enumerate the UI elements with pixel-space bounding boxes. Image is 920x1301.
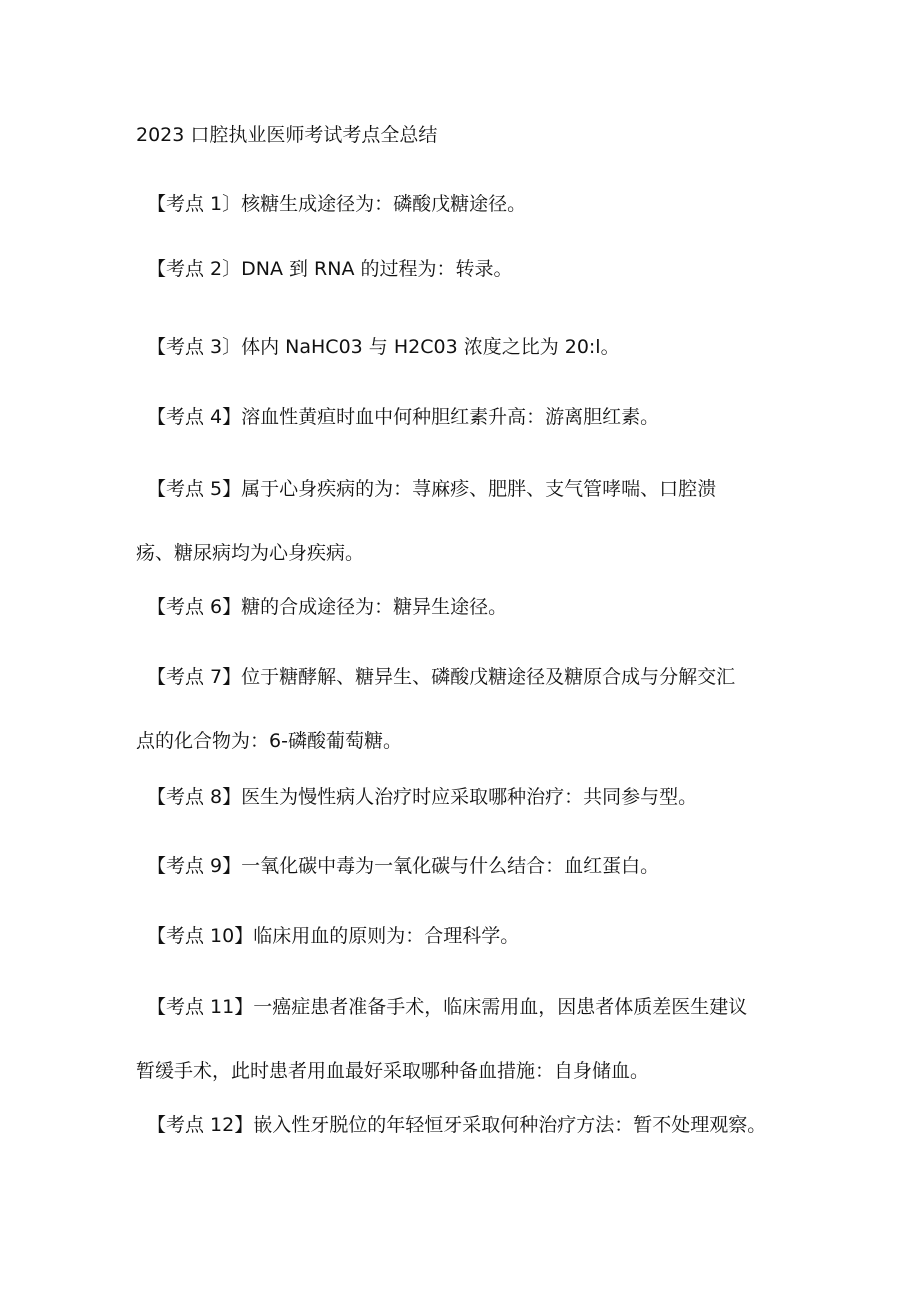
exam-point-8: [136, 783, 806, 811]
point-line: 【考点 4】溶血性黄疸时血中何种胆红素升高：游离胆红素。: [147, 406, 660, 428]
exam-point-5: [136, 475, 806, 567]
point-line: 疡、糖尿病均为心身疾病。: [136, 542, 365, 564]
exam-point-1: [136, 190, 806, 218]
point-line: 【考点 2〕DNA 到 RNA 的过程为：转录。: [147, 258, 513, 280]
exam-point-12: [136, 1111, 806, 1139]
point-line: 【考点 6】糖的合成途径为：糖异生途径。: [147, 596, 508, 618]
exam-point-3: [136, 333, 806, 361]
point-line: 【考点 5】属于心身疾病的为：荨麻疹、肥胖、支气管哮喘、口腔溃: [147, 478, 717, 500]
exam-point-7: [136, 663, 806, 755]
point-line: 【考点 8】医生为慢性病人治疗时应采取哪种治疗：共同参与型。: [147, 786, 698, 808]
document-title: 2023 口腔执业医师考试考点全总结: [136, 124, 438, 146]
point-line: 【考点 9】一氧化碳中毒为一氧化碳与什么结合：血红蛋白。: [147, 855, 660, 877]
point-line: 暂缓手术，此时患者用血最好采取哪种备血措施：自身储血。: [136, 1060, 650, 1082]
point-line: 【考点 10】临床用血的原则为：合理科学。: [147, 925, 520, 947]
point-line: 【考点 3〕体内 NaHC03 与 H2C03 浓度之比为 20:l。: [147, 336, 620, 358]
exam-point-6: [136, 593, 806, 621]
point-line: 【考点 11】一癌症患者准备手术，临床需用血，因患者体质差医生建议: [147, 996, 748, 1018]
exam-point-2: [136, 255, 806, 283]
point-line: 【考点 7】位于糖酵解、糖异生、磷酸戊糖途径及糖原合成与分解交汇: [147, 666, 736, 688]
point-line: 【考点 12】嵌入性牙脱位的年轻恒牙采取何种治疗方法：暂不处理观察。: [147, 1114, 767, 1136]
point-line: 【考点 1〕核糖生成途径为：磷酸戊糖途径。: [147, 193, 527, 215]
point-line: 点的化合物为：6-磷酸葡萄糖。: [136, 730, 402, 752]
exam-point-9: [136, 852, 806, 880]
exam-point-10: [136, 922, 806, 950]
exam-point-11: [136, 993, 806, 1085]
exam-point-4: [136, 403, 806, 431]
